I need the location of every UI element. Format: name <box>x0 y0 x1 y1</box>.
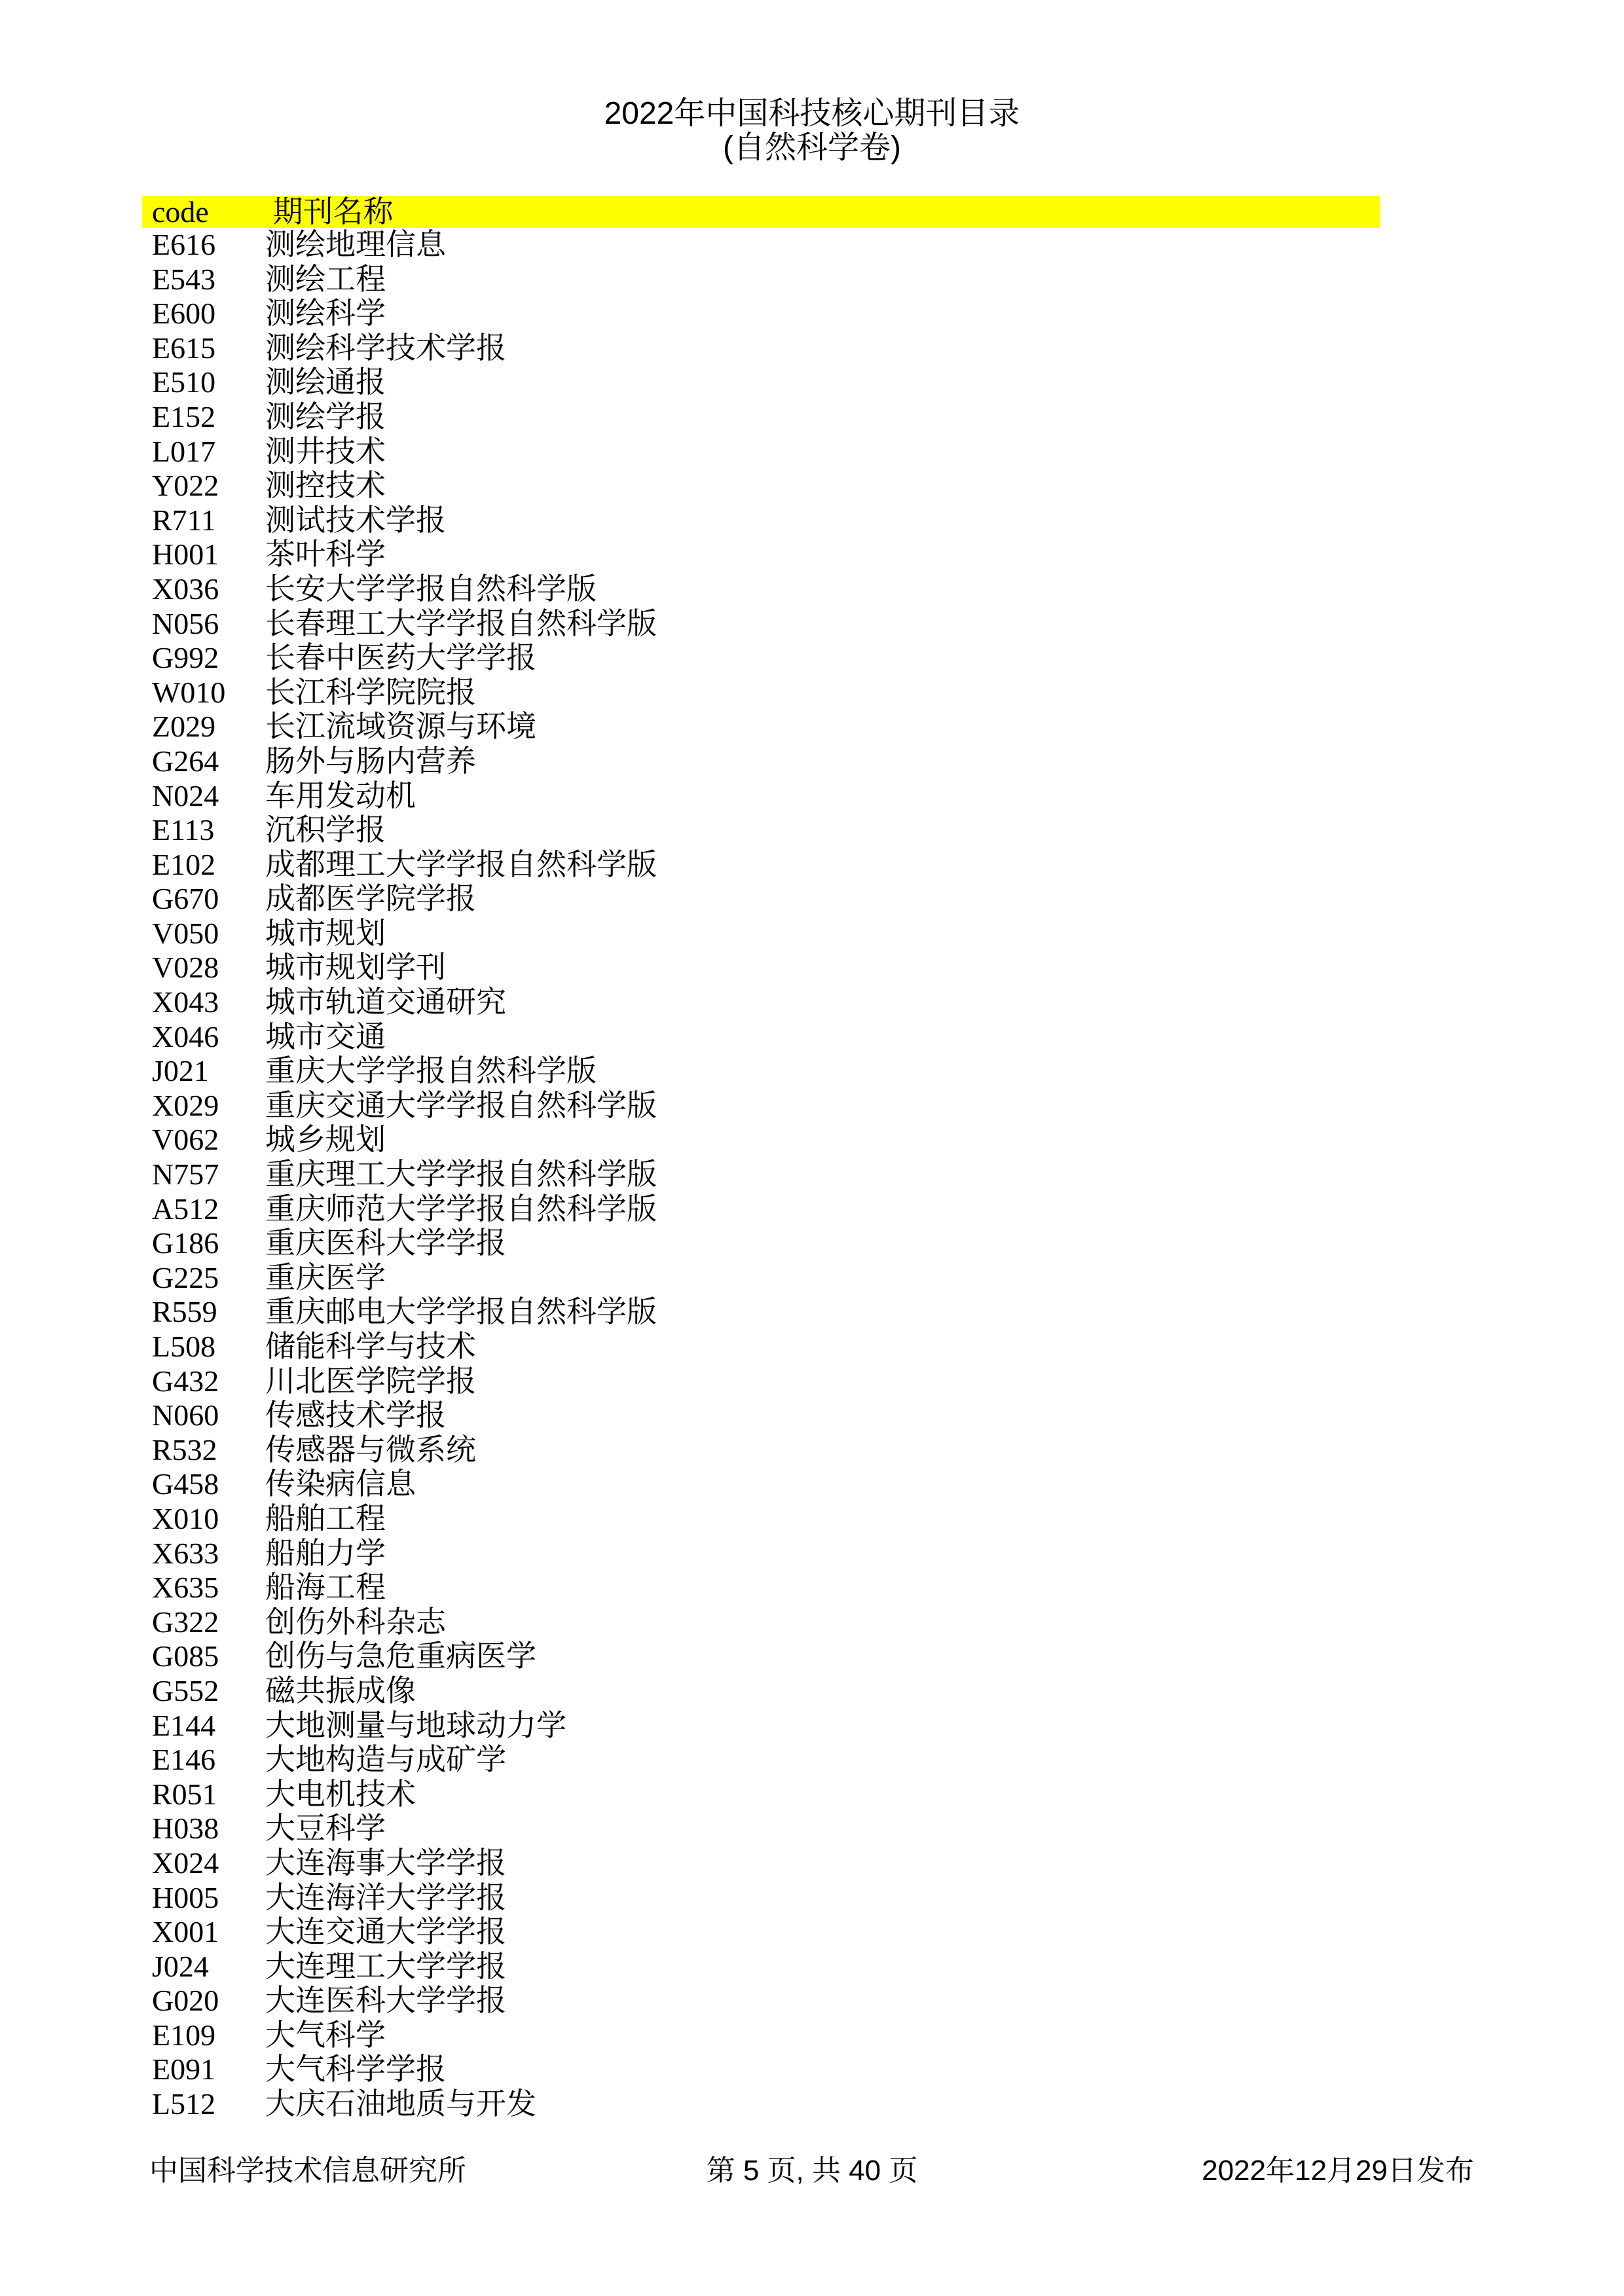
journal-code: E144 <box>152 1708 216 1742</box>
footer-publish-date: 2022年12月29日发布 <box>1202 2155 1474 2187</box>
table-row <box>142 1364 1380 1399</box>
journal-name: 大连医科大学学报 <box>265 1984 506 2018</box>
journal-name: 磁共振成像 <box>265 1673 416 1707</box>
journal-name: 长春理工大学学报自然科学版 <box>265 606 657 640</box>
journal-code: E146 <box>152 1743 216 1777</box>
table-row <box>142 1674 1380 1709</box>
table-row <box>142 572 1380 607</box>
table-row <box>142 951 1380 985</box>
table-row <box>142 1433 1380 1468</box>
journal-code: X633 <box>152 1536 219 1570</box>
table-row <box>142 263 1380 297</box>
journal-name: 茶叶科学 <box>265 538 386 572</box>
journal-code: H038 <box>152 1812 219 1846</box>
journal-name: 沉积学报 <box>265 813 386 847</box>
journal-code: N056 <box>152 606 219 640</box>
journal-name: 大电机技术 <box>265 1777 416 1811</box>
journal-code: E091 <box>152 2052 216 2086</box>
table-row <box>142 1226 1380 1261</box>
journal-name: 大气科学学报 <box>265 2052 446 2086</box>
journal-code: A512 <box>152 1192 219 1226</box>
journal-name: 大地测量与地球动力学 <box>265 1708 566 1742</box>
table-header-row <box>142 196 1380 228</box>
journal-name: 重庆理工大学学报自然科学版 <box>265 1157 657 1192</box>
journal-code: L508 <box>152 1330 216 1363</box>
table-row <box>142 1054 1380 1089</box>
table-row <box>142 1261 1380 1296</box>
journal-name: 重庆大学学报自然科学版 <box>265 1054 597 1088</box>
table-row <box>142 744 1380 779</box>
journal-code: Z029 <box>152 710 216 744</box>
journal-code: G992 <box>152 641 219 675</box>
table-row <box>142 1950 1380 1984</box>
journal-code: G020 <box>152 1984 219 2018</box>
journal-name: 大连理工大学学报 <box>265 1949 506 1983</box>
journal-code: N024 <box>152 778 219 812</box>
table-row <box>142 1089 1380 1123</box>
table-row <box>142 365 1380 400</box>
journal-code: V062 <box>152 1123 219 1157</box>
table-row <box>142 985 1380 1020</box>
journal-name: 大连海事大学学报 <box>265 1846 506 1880</box>
table-row <box>142 779 1380 814</box>
journal-code: E616 <box>152 228 216 261</box>
journal-name: 成都理工大学学报自然科学版 <box>265 847 657 881</box>
table-row <box>142 1537 1380 1571</box>
table-row <box>142 1020 1380 1055</box>
journal-name: 城乡规划 <box>265 1123 386 1157</box>
journal-name: 重庆医科大学学报 <box>265 1226 506 1260</box>
journal-name: 重庆师范大学学报自然科学版 <box>265 1192 657 1226</box>
table-row <box>142 813 1380 848</box>
table-row <box>142 641 1380 676</box>
table-row <box>142 607 1380 642</box>
journal-code: G085 <box>152 1639 219 1673</box>
journal-code: G186 <box>152 1226 219 1260</box>
journal-code: E152 <box>152 399 216 433</box>
journal-name: 大连海洋大学学报 <box>265 1880 506 1914</box>
journal-name: 车用发动机 <box>265 778 416 812</box>
journal-name: 测绘通报 <box>265 365 386 399</box>
journal-name: 城市规划 <box>265 916 386 950</box>
journal-code: G264 <box>152 744 219 778</box>
journal-name: 船舶工程 <box>265 1501 386 1535</box>
journal-code: X046 <box>152 1019 219 1053</box>
table-row <box>142 1881 1380 1916</box>
journal-name: 长安大学学报自然科学版 <box>265 572 597 606</box>
table-row <box>142 710 1380 744</box>
journal-code: E600 <box>152 297 216 331</box>
table-row <box>142 1915 1380 1950</box>
table-row <box>142 2052 1380 2087</box>
journal-code: E615 <box>152 331 216 365</box>
table-row <box>142 1846 1380 1881</box>
journal-code: X001 <box>152 1915 219 1949</box>
table-row <box>142 228 1380 263</box>
journal-name: 测井技术 <box>265 434 386 468</box>
table-row <box>142 2087 1380 2122</box>
journal-code: X635 <box>152 1571 219 1605</box>
journal-code: V028 <box>152 951 219 985</box>
table-row <box>142 676 1380 710</box>
footer-page-number: 第 5 页, 共 40 页 <box>706 2155 918 2187</box>
table-row <box>142 1984 1380 2018</box>
journal-code: E109 <box>152 2018 216 2052</box>
column-header-journal-name: 期刊名称 <box>272 195 394 228</box>
table-row <box>142 1192 1380 1227</box>
table-row <box>142 400 1380 435</box>
table-row <box>142 1398 1380 1433</box>
journal-code: X010 <box>152 1501 219 1535</box>
table-row <box>142 1639 1380 1674</box>
table-row <box>142 435 1380 469</box>
journal-code: X024 <box>152 1846 219 1880</box>
journal-name: 测控技术 <box>265 469 386 503</box>
journal-name: 创伤外科杂志 <box>265 1605 446 1639</box>
journal-name: 城市规划学刊 <box>265 951 446 985</box>
journal-code: L512 <box>152 2087 216 2121</box>
journal-code: L017 <box>152 434 216 468</box>
table-row <box>142 1502 1380 1537</box>
page-subtitle: (自然科学卷) <box>723 130 901 165</box>
journal-name: 大气科学 <box>265 2018 386 2052</box>
journal-code: G225 <box>152 1260 219 1294</box>
journal-name: 测试技术学报 <box>265 503 446 537</box>
journal-name: 测绘工程 <box>265 262 386 296</box>
table-row <box>142 1467 1380 1502</box>
table-row <box>142 1777 1380 1812</box>
journal-name: 长江科学院院报 <box>265 675 476 709</box>
journal-code: H001 <box>152 538 219 572</box>
table-row <box>142 848 1380 883</box>
journal-code: E102 <box>152 847 216 881</box>
journal-code: H005 <box>152 1880 219 1914</box>
table-row <box>142 538 1380 572</box>
table-row <box>142 1709 1380 1743</box>
journal-name: 重庆邮电大学学报自然科学版 <box>265 1295 657 1329</box>
journal-code: R532 <box>152 1432 217 1467</box>
journal-name: 测绘地理信息 <box>265 228 446 261</box>
journal-code: Y022 <box>152 469 219 503</box>
journal-code: E543 <box>152 262 216 296</box>
journal-code: G552 <box>152 1673 219 1707</box>
journal-code: R711 <box>152 503 216 537</box>
journal-name: 成都医学院学报 <box>265 882 476 916</box>
journal-name: 传感器与微系统 <box>265 1432 476 1467</box>
journal-name: 船舶力学 <box>265 1536 386 1570</box>
table-row <box>142 503 1380 538</box>
journal-code: V050 <box>152 916 219 950</box>
journal-name: 重庆医学 <box>265 1260 386 1294</box>
table-row <box>142 1157 1380 1192</box>
journal-code: R559 <box>152 1295 217 1329</box>
journal-name: 肠外与肠内营养 <box>265 744 476 778</box>
journal-code: R051 <box>152 1777 217 1811</box>
table-row <box>142 917 1380 951</box>
journal-code: N060 <box>152 1398 219 1432</box>
journal-name: 传染病信息 <box>265 1467 416 1501</box>
journal-code: W010 <box>152 675 226 709</box>
journal-code: G458 <box>152 1467 219 1501</box>
journal-name: 大豆科学 <box>265 1812 386 1846</box>
table-row <box>142 882 1380 917</box>
journal-code: E510 <box>152 365 216 399</box>
journal-name: 储能科学与技术 <box>265 1330 476 1363</box>
journal-name: 测绘科学 <box>265 297 386 331</box>
table-row <box>142 331 1380 366</box>
journal-name: 创伤与急危重病医学 <box>265 1639 536 1673</box>
journal-name: 测绘科学技术学报 <box>265 331 506 365</box>
page-footer <box>0 2155 1624 2187</box>
table-row <box>142 297 1380 331</box>
journal-code: X029 <box>152 1088 219 1122</box>
journal-name: 城市交通 <box>265 1019 386 1053</box>
table-row <box>142 2018 1380 2053</box>
journal-name: 大庆石油地质与开发 <box>265 2087 536 2121</box>
journal-name: 川北医学院学报 <box>265 1364 476 1398</box>
journal-code: G432 <box>152 1364 219 1398</box>
journal-name: 长春中医药大学学报 <box>265 641 536 675</box>
table-row <box>142 469 1380 503</box>
column-header-code: code <box>152 195 209 228</box>
table-row <box>142 1123 1380 1157</box>
journal-code: G322 <box>152 1605 219 1639</box>
journal-name: 大连交通大学学报 <box>265 1915 506 1949</box>
journal-code: E113 <box>152 813 215 847</box>
table-row <box>142 1295 1380 1330</box>
journal-code: N757 <box>152 1157 219 1192</box>
journal-name: 重庆交通大学学报自然科学版 <box>265 1088 657 1122</box>
journal-name: 城市轨道交通研究 <box>265 985 506 1019</box>
journal-code: J024 <box>152 1949 209 1983</box>
table-row <box>142 1571 1380 1605</box>
journal-name: 船海工程 <box>265 1571 386 1605</box>
page-title: 2022年中国科技核心期刊目录 <box>604 96 1020 131</box>
table-row <box>142 1605 1380 1640</box>
journal-code: G670 <box>152 882 219 916</box>
table-body <box>142 228 1380 2122</box>
journal-code: X036 <box>152 572 219 606</box>
journal-code: X043 <box>152 985 219 1019</box>
table-row <box>142 1330 1380 1364</box>
journal-name: 大地构造与成矿学 <box>265 1743 506 1777</box>
footer-publisher: 中国科学技术信息研究所 <box>149 2155 466 2187</box>
journal-name: 测绘学报 <box>265 399 386 433</box>
table-row <box>142 1812 1380 1846</box>
journal-name: 传感技术学报 <box>265 1398 446 1432</box>
journal-code: J021 <box>152 1054 209 1088</box>
journal-name: 长江流域资源与环境 <box>265 710 536 744</box>
journal-table <box>142 196 1380 2122</box>
table-row <box>142 1743 1380 1777</box>
